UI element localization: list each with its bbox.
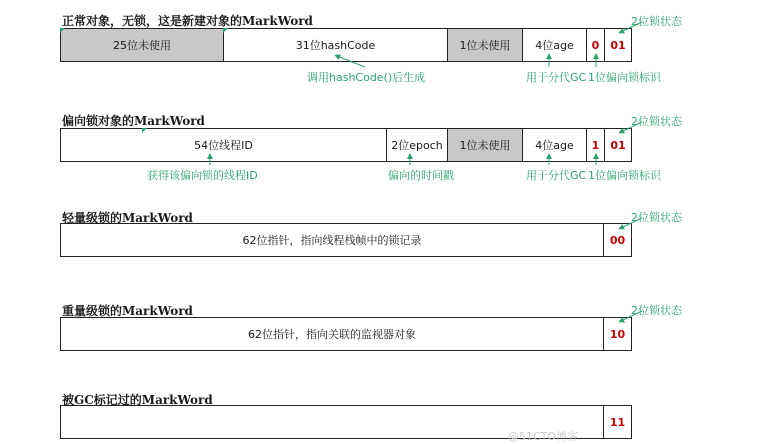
heavy-markword-title: 重量级锁的MarkWord [62, 304, 193, 318]
normal-biased-note: 1位偏向锁标识 [588, 71, 661, 84]
normal-state-note: 2位锁状态 [631, 15, 682, 28]
light-markword-bar [60, 223, 632, 257]
normal-markword-bar [60, 28, 632, 62]
watermark: @51CTO博客 [508, 430, 579, 443]
light-pointer-cell: 62位指针，指向线程栈帧中的锁记录 [61, 224, 604, 256]
normal-hash-note: 调用hashCode()后生成 [307, 71, 426, 84]
heavy-lock-state-cell: 10 [609, 327, 626, 341]
biased-age-cell: 4位age [523, 129, 587, 161]
biased-biased-flag-cell: 1 [587, 129, 605, 161]
comment-marker [223, 28, 228, 33]
normal-lock-state-cell: 01 [610, 38, 626, 52]
light-markword-title: 轻量级锁的MarkWord [62, 211, 193, 225]
heavy-markword-bar [60, 317, 632, 351]
light-state-note: 2位锁状态 [631, 211, 682, 224]
normal-hashcode-cell: 31位hashCode [224, 29, 448, 61]
biased-thread-id-cell: 54位线程ID [61, 129, 387, 161]
heavy-state-note: 2位锁状态 [631, 304, 682, 317]
normal-age-note: 用于分代GC [526, 71, 587, 84]
light-lock-state-cell: 00 [609, 233, 626, 247]
normal-unused-25-cell: 25位未使用 [61, 29, 224, 61]
biased-markword-bar [60, 128, 632, 162]
normal-markword-title: 正常对象，无锁，这是新建对象的MarkWord [62, 14, 313, 28]
normal-biased-flag-cell: 0 [587, 29, 605, 61]
biased-lock-state-cell: 01 [610, 138, 626, 152]
biased-epoch-note: 偏向的时间戳 [388, 169, 454, 182]
biased-thread-note: 获得该偏向锁的线程ID [147, 169, 258, 182]
comment-marker [142, 128, 147, 133]
biased-unused-1-cell: 1位未使用 [448, 129, 523, 161]
gc-markword-title: 被GC标记过的MarkWord [62, 393, 213, 407]
biased-state-note: 2位锁状态 [631, 115, 682, 128]
biased-markword-title: 偏向锁对象的MarkWord [62, 114, 205, 128]
biased-epoch-cell: 2位epoch [387, 129, 448, 161]
normal-age-cell: 4位age [523, 29, 587, 61]
biased-age-note: 用于分代GC [526, 169, 587, 182]
heavy-pointer-cell: 62位指针，指向关联的监视器对象 [61, 318, 604, 350]
comment-marker [60, 28, 65, 33]
gc-lock-state-cell: 11 [609, 415, 626, 429]
biased-biased-note: 1位偏向锁标识 [588, 169, 661, 182]
normal-unused-1-cell: 1位未使用 [448, 29, 523, 61]
